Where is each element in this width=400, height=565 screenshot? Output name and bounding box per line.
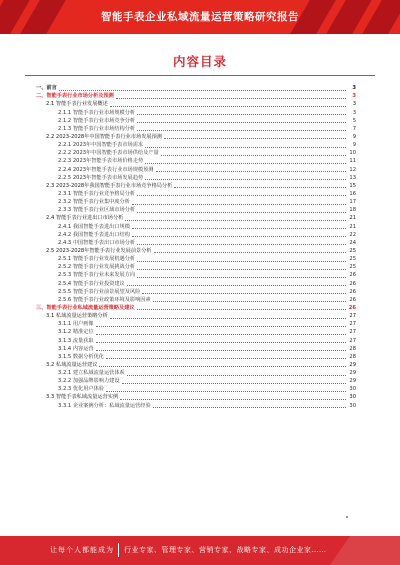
toc-entry-title: 3.1.2 精准定位 [58, 329, 94, 336]
toc-leader-dots [142, 292, 346, 294]
toc-page-number: 29 [349, 361, 356, 368]
toc-leader-dots [161, 154, 346, 156]
toc-page-number: 15 [349, 182, 356, 189]
toc-entry[interactable] [36, 222, 356, 230]
toc-page-number: 27 [349, 313, 356, 320]
toc-page-number: 3 [352, 109, 356, 116]
toc-entry[interactable] [36, 100, 356, 108]
toc-entry[interactable] [36, 133, 356, 141]
toc-page-number: 26 [349, 288, 356, 295]
toc-entry[interactable] [36, 320, 356, 328]
toc-entry[interactable] [36, 182, 356, 190]
toc-entry[interactable] [36, 345, 356, 353]
toc-leader-dots [106, 390, 346, 392]
toc-entry-title: 2.2.3 2023年智能手表市场价格走势 [58, 158, 144, 165]
toc-entry[interactable] [36, 157, 356, 165]
toc-entry[interactable] [36, 174, 356, 182]
toc-leader-dots [120, 398, 346, 400]
toc-entry-title: 2.1.3 智能手表行业市场结构分析 [58, 125, 136, 132]
toc-entry-title: 2.2.5 2023年智能手表市场发展趋势 [58, 174, 144, 181]
toc-page-number: 25 [349, 264, 356, 271]
toc-leader-dots [153, 406, 346, 408]
toc-entry-title: 3.2.1 建立私域流量运营体系 [58, 370, 125, 377]
toc-leader-dots [137, 194, 346, 196]
toc-entry-title: 2.2.1 2023年中国智能手表市场需求 [58, 142, 144, 149]
toc-page-number: 22 [349, 231, 356, 238]
toc-entry-title: 二、智能手表行业市场分析及预测 [36, 93, 114, 100]
toc-page-number: 9 [352, 142, 356, 149]
toc-page-number: 13 [349, 174, 356, 181]
toc-entry-title: 2.5.3 智能手表行业未来发展方向 [58, 272, 136, 279]
toc-entry[interactable] [36, 377, 356, 385]
toc-page-number: 30 [349, 402, 356, 409]
toc-entry-title: 2.5.6 智能手表行业政策环境及影响因素 [58, 296, 151, 303]
toc-entry[interactable] [36, 279, 356, 287]
toc-leader-dots [154, 251, 346, 253]
toc-entry-title: 2.2 2023-2028年中国智能手表行业市场发展预测 [46, 133, 162, 140]
toc-leader-dots [137, 211, 346, 213]
toc-entry[interactable] [36, 92, 356, 100]
toc-entry-title: 三、智能手表行业私域流量运营策略及建议 [36, 304, 135, 311]
toc-entry[interactable] [36, 393, 356, 401]
toc-entry[interactable] [36, 401, 356, 409]
toc-leader-dots [96, 333, 346, 335]
toc-page-number: 17 [349, 199, 356, 206]
toc-leader-dots [137, 260, 346, 262]
toc-leader-dots [137, 121, 346, 123]
toc-entry-title: 2.5.1 智能手表行业发展机遇分析 [58, 256, 136, 263]
toc-leader-dots [106, 357, 346, 359]
page-marker [346, 516, 348, 518]
toc-page-number: 3 [352, 85, 356, 92]
toc-leader-dots [137, 276, 346, 278]
toc-leader-dots [137, 268, 346, 270]
toc-entry-title: 3.1 私域流量运营策略分析 [46, 313, 108, 320]
toc-leader-dots [153, 300, 346, 302]
toc-entry-title: 2.3 2023-2028年我国智能手表行业市场竞争格局分析 [46, 182, 173, 189]
toc-entry-title: 2.3.3 智能手表行业区域市场分析 [58, 207, 136, 214]
toc-entry[interactable] [36, 84, 356, 92]
toc-leader-dots [110, 105, 346, 107]
toc-entry[interactable] [36, 336, 356, 344]
toc-entry-title: 2.4 智能手表行业进出口市场分析 [46, 215, 124, 222]
toc-entry-title: 2.3.2 智能手表行业集中度分析 [58, 199, 130, 206]
toc-entry-title: 2.5.4 智能手表行业投资建议 [58, 280, 125, 287]
toc-entry-title: 3.2.3 优化用户体验 [58, 386, 104, 393]
toc-entry-title: 2.1.1 智能手表行业市场规模分析 [58, 109, 136, 116]
toc-page-number: 5 [352, 117, 356, 124]
toc-page-number: 30 [349, 386, 356, 393]
toc-entry-title: 2.4.3 中国智能手表出口市场分析 [58, 239, 136, 246]
toc-page-number: 29 [349, 378, 356, 385]
toc-page-number: 9 [352, 133, 356, 140]
toc-entry-title: 3.1.5 数据分析优化 [58, 353, 104, 360]
toc-entry-title: 3.1.1 用户画像 [58, 321, 94, 328]
toc-leader-dots [96, 325, 346, 327]
toc-entry[interactable] [36, 125, 356, 133]
toc-leader-dots [125, 219, 346, 221]
toc-page-number: 26 [349, 280, 356, 287]
toc-entry[interactable] [36, 117, 356, 125]
toc-entry[interactable] [36, 206, 356, 214]
toc-entry[interactable] [36, 328, 356, 336]
toc-entry[interactable] [36, 263, 356, 271]
toc-entry-title: 2.2.4 2023年智能手表行业市场规模预测 [58, 166, 154, 173]
toc-entry[interactable] [36, 385, 356, 393]
toc-entry[interactable] [36, 247, 356, 255]
toc-entry[interactable] [36, 214, 356, 222]
toc-entry[interactable] [36, 312, 356, 320]
toc-page-number: 11 [349, 158, 356, 165]
toc-entry-title: 2.5.2 智能手表行业发展挑战分析 [58, 264, 136, 271]
toc-heading: 内容目录 [172, 54, 227, 69]
toc-leader-dots [127, 374, 346, 376]
toc-page-number: 26 [349, 296, 356, 303]
footer-tagline: 行业专家、管理专家、营销专家、战略专家、成功企业家…… [124, 546, 327, 554]
toc-leader-dots [96, 349, 346, 351]
toc-leader-dots [156, 170, 347, 172]
toc-entry[interactable] [36, 271, 356, 279]
toc-page-number: 27 [349, 329, 356, 336]
report-title: 智能手表企业私域流量运营策略研究报告 [101, 11, 299, 23]
toc-page-number: 28 [349, 353, 356, 360]
toc-entry-title: 2.1.2 智能手表行业市场竞争分析 [58, 117, 136, 124]
toc-entry[interactable] [36, 304, 356, 312]
toc-entry-title: 3.1.4 内容运营 [58, 345, 94, 352]
toc-leader-dots [59, 89, 346, 91]
toc-page-number: 3 [352, 93, 356, 100]
toc-entry[interactable] [36, 231, 356, 239]
toc-entry-title: 3.2.2 加强品牌影响力建设 [58, 378, 120, 385]
toc-entry-title: 3.3 智能手表私域流量运营实例 [46, 394, 119, 401]
report-header-banner [0, 0, 400, 34]
toc-leader-dots [122, 382, 346, 384]
toc-page-number: 10 [349, 150, 356, 157]
toc-leader-dots [145, 162, 346, 164]
toc-entry-title: 2.1 智能手表行业发展概述 [46, 101, 108, 108]
toc-page-number: 25 [349, 247, 356, 254]
toc-leader-dots [127, 284, 346, 286]
toc-page-number: 3 [352, 101, 356, 108]
toc-entry[interactable] [36, 353, 356, 361]
toc-page-number: 18 [349, 207, 356, 214]
toc-leader-dots [137, 308, 346, 310]
footer-slogan: 让每个人都能成为 [50, 546, 114, 554]
toc-entry-title: 一、前言 [36, 85, 57, 92]
footer-banner [0, 536, 400, 565]
toc-page-number: 24 [349, 239, 356, 246]
toc-leader-dots [132, 203, 346, 205]
toc-entry[interactable] [36, 165, 356, 173]
toc-page-number: 27 [349, 321, 356, 328]
footer-divider [118, 543, 119, 557]
toc-page-number: 28 [349, 345, 356, 352]
toc-entry-title: 2.2.2 2023年中国智能手表市场供给及产量 [58, 150, 159, 157]
toc-entry[interactable] [36, 255, 356, 263]
toc-page-number: 30 [349, 394, 356, 401]
toc-leader-dots [164, 137, 346, 139]
toc-entry[interactable] [36, 108, 356, 116]
toc-entry[interactable] [36, 198, 356, 206]
toc-entry-title: 2.4.2 我国智能手表进出口结构 [58, 231, 130, 238]
toc-entry-title: 2.4.1 我国智能手表进出口规模 [58, 223, 130, 230]
toc-entry[interactable] [36, 190, 356, 198]
toc-leader-dots [174, 186, 346, 188]
toc-page-number: 12 [349, 166, 356, 173]
toc-leader-dots [137, 243, 346, 245]
toc-page-number: 26 [349, 272, 356, 279]
toc-entry[interactable] [36, 369, 356, 377]
toc-divider [25, 75, 375, 76]
toc-leader-dots [96, 341, 346, 343]
table-of-contents [36, 84, 356, 410]
toc-leader-dots [137, 113, 346, 115]
toc-page-number: 16 [349, 190, 356, 197]
toc-page-number: 29 [349, 370, 356, 377]
toc-entry[interactable] [36, 141, 356, 149]
toc-page-number: 26 [348, 304, 356, 311]
toc-entry[interactable] [36, 296, 356, 304]
toc-entry-title: 3.1.3 流量获取 [58, 337, 94, 344]
toc-page-number: 21 [349, 223, 356, 230]
toc-leader-dots [137, 129, 346, 131]
toc-entry-title: 2.3.1 智能手表行业竞争格局分析 [58, 190, 136, 197]
toc-leader-dots [99, 365, 346, 367]
toc-entry-title: 2.5 2023-2028年智能手表行业发展前景分析 [46, 247, 152, 254]
toc-leader-dots [145, 146, 346, 148]
toc-entry[interactable] [36, 239, 356, 247]
toc-entry[interactable] [36, 288, 356, 296]
toc-entry-title: 3.3.1 企业案例分析：私域流量运营经验 [58, 402, 151, 409]
toc-leader-dots [132, 235, 346, 237]
toc-leader-dots [145, 178, 346, 180]
toc-page-number: 25 [349, 256, 356, 263]
toc-entry[interactable] [36, 149, 356, 157]
toc-entry-title: 2.5.5 智能手表行业前景展望及风险 [58, 288, 141, 295]
toc-leader-dots [132, 227, 346, 229]
toc-leader-dots [116, 97, 346, 99]
toc-page-number: 27 [349, 337, 356, 344]
toc-page-number: 21 [349, 215, 356, 222]
toc-leader-dots [110, 317, 346, 319]
toc-page-number: 7 [352, 125, 356, 132]
toc-entry[interactable] [36, 361, 356, 369]
footer-decoration [330, 536, 400, 565]
toc-entry-title: 3.2 私域流量运营建议 [46, 361, 98, 368]
